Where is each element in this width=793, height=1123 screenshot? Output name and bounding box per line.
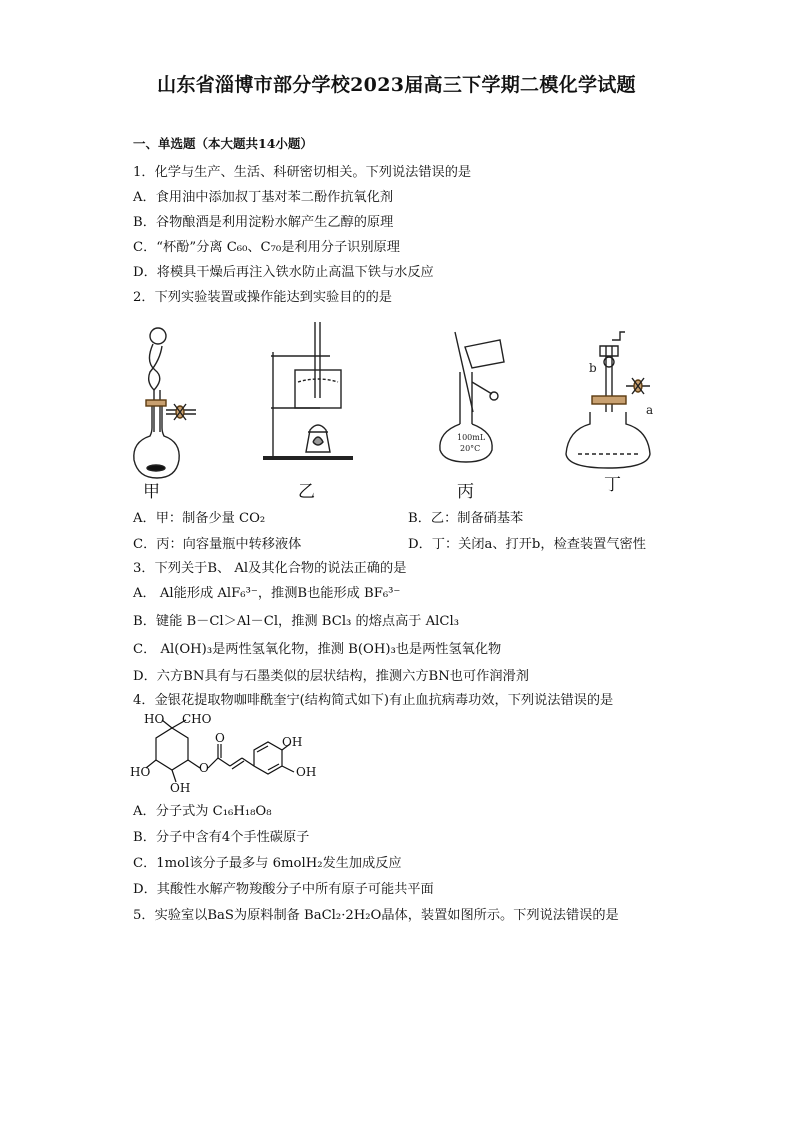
label-bing: 丙: [457, 482, 474, 502]
q2-apparatus-figure: [120, 312, 710, 502]
struct-label-o-ester: O: [199, 761, 209, 775]
valve-label-a: a: [646, 403, 654, 417]
struct-label-cho: CHO: [182, 712, 212, 726]
q3-option-b: B．键能 B－Cl＞Al－Cl，推测 BCl₃ 的熔点高于 AlCl₃: [133, 614, 459, 629]
q2-option-c: C．丙：向容量瓶中转移液体: [133, 537, 302, 552]
q4-structure-figure: [130, 708, 330, 798]
struct-label-ho-left: HO: [130, 765, 151, 779]
struct-label-ho-top: HO: [144, 712, 165, 726]
q1-option-c: C．“杯酚”分离 C₆₀、C₇₀是利用分子识别原理: [133, 240, 400, 255]
apparatus-bing: [440, 332, 504, 462]
struct-label-o-carbonyl: O: [215, 731, 225, 745]
apparatus-ding: [566, 332, 650, 468]
page-title: 山东省淄博市部分学校2023届高三下学期二模化学试题: [157, 74, 636, 96]
q4-option-a: A．分子式为 C₁₆H₁₈O₈: [133, 804, 272, 819]
q1-stem: 1．化学与生产、生活、科研密切相关。下列说法错误的是: [133, 165, 472, 180]
label-jia: 甲: [143, 482, 160, 502]
flask-volume-label: 100mL: [457, 433, 486, 442]
label-ding: 丁: [604, 475, 621, 495]
q4-stem: 4．金银花提取物咖啡酰奎宁(结构简式如下)有止血抗病毒功效，下列说法错误的是: [133, 693, 614, 708]
q2-option-b: B．乙：制备硝基苯: [408, 511, 524, 526]
q1-option-a: A．食用油中添加叔丁基对苯二酚作抗氧化剂: [133, 190, 394, 205]
q2-option-a: A．甲：制备少量 CO₂: [133, 511, 266, 526]
struct-label-oh-ring-right: OH: [296, 765, 317, 779]
q4-option-b: B．分子中含有4个手性碳原子: [133, 830, 310, 845]
q3-stem: 3．下列关于B、 Al及其化合物的说法正确的是: [133, 561, 407, 576]
q4-option-c: C．1mol该分子最多与 6molH₂发生加成反应: [133, 856, 402, 871]
q3-option-c: C． Al(OH)₃是两性氢氧化物，推测 B(OH)₃也是两性氢氧化物: [133, 642, 502, 657]
q5-stem: 5．实验室以BaS为原料制备 BaCl₂·2H₂O晶体，装置如图所示。下列说法错误的是: [133, 908, 619, 923]
section-heading: 一、单选题（本大题共14小题）: [133, 136, 313, 151]
q3-option-a: A． Al能形成 AlF₆³⁻，推测B也能形成 BF₆³⁻: [133, 586, 401, 601]
q4-option-d: D．其酸性水解产物羧酸分子中所有原子可能共平面: [133, 882, 434, 897]
valve-label-b: b: [589, 361, 597, 375]
struct-label-oh-bottom: OH: [170, 781, 191, 795]
apparatus-yi: [263, 322, 353, 458]
q3-option-d: D．六方BN具有与石墨类似的层状结构，推测六方BN也可作润滑剂: [133, 669, 529, 684]
q1-option-d: D．将模具干燥后再注入铁水防止高温下铁与水反应: [133, 265, 434, 280]
struct-label-oh-ring-top: OH: [282, 735, 303, 749]
q2-option-d: D．丁：关闭a、打开b，检查装置气密性: [408, 537, 646, 552]
q2-stem: 2．下列实验装置或操作能达到实验目的的是: [133, 290, 392, 305]
q1-option-b: B．谷物酿酒是利用淀粉水解产生乙醇的原理: [133, 215, 394, 230]
apparatus-jia: [134, 328, 196, 478]
flask-temp-label: 20°C: [460, 444, 481, 453]
label-yi: 乙: [298, 482, 315, 502]
